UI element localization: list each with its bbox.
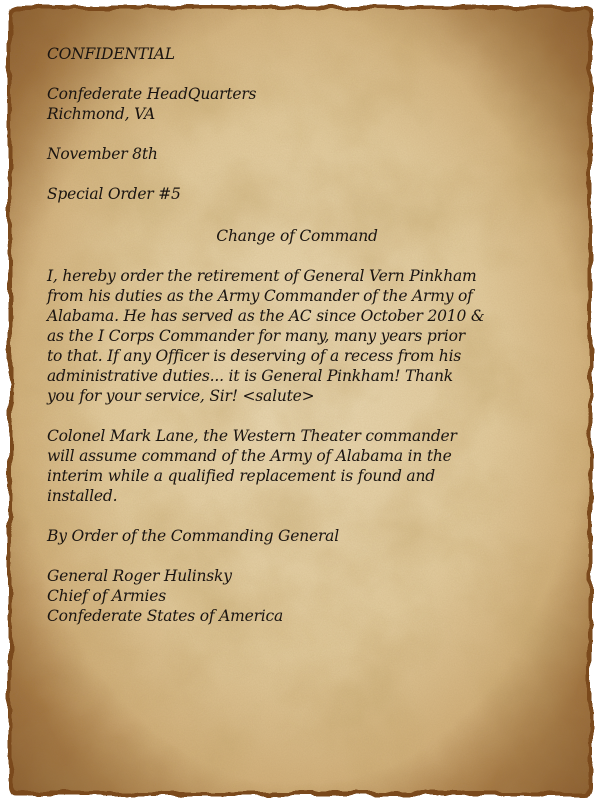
letter-date: November 8th — [47, 145, 158, 163]
authority-line: By Order of the Commanding General — [47, 527, 339, 545]
paragraph-line: as the I Corps Commander for many, many years prior — [47, 327, 465, 345]
paragraph-line: Alabama. He has served as the AC since October 2010 & — [47, 307, 485, 325]
paragraph-line: Colonel Mark Lane, the Western Theater commander — [47, 427, 457, 445]
subject-heading: Change of Command — [216, 227, 378, 245]
signatory-name: General Roger Hulinsky — [47, 567, 232, 585]
paragraph-line: you for your service, Sir! <salute> — [47, 387, 315, 405]
order-number: Special Order #5 — [47, 185, 181, 203]
paragraph-line: installed. — [47, 487, 118, 505]
paragraph-line: I, hereby order the retirement of General Vern Pinkham — [47, 267, 477, 285]
paragraph-line: interim while a qualified replacement is found and — [47, 467, 435, 485]
classification-label: CONFIDENTIAL — [47, 45, 175, 63]
paragraph-line: to that. If any Officer is deserving of a recess from his — [47, 347, 462, 365]
paragraph-line: administrative duties... it is General Pinkham! Thank — [47, 367, 453, 385]
origin-line-1: Confederate HeadQuarters — [47, 85, 257, 103]
origin-line-2: Richmond, VA — [47, 105, 156, 123]
paragraph-interim-command — [47, 426, 587, 506]
letter-body — [47, 44, 587, 626]
signatory-organization: Confederate States of America — [47, 607, 284, 625]
paragraph-line: will assume command of the Army of Alabama in the — [47, 447, 452, 465]
paragraph-line: from his duties as the Army Commander of the Army of — [47, 287, 473, 305]
paragraph-retirement — [47, 266, 587, 406]
signatory-title: Chief of Armies — [47, 587, 167, 605]
